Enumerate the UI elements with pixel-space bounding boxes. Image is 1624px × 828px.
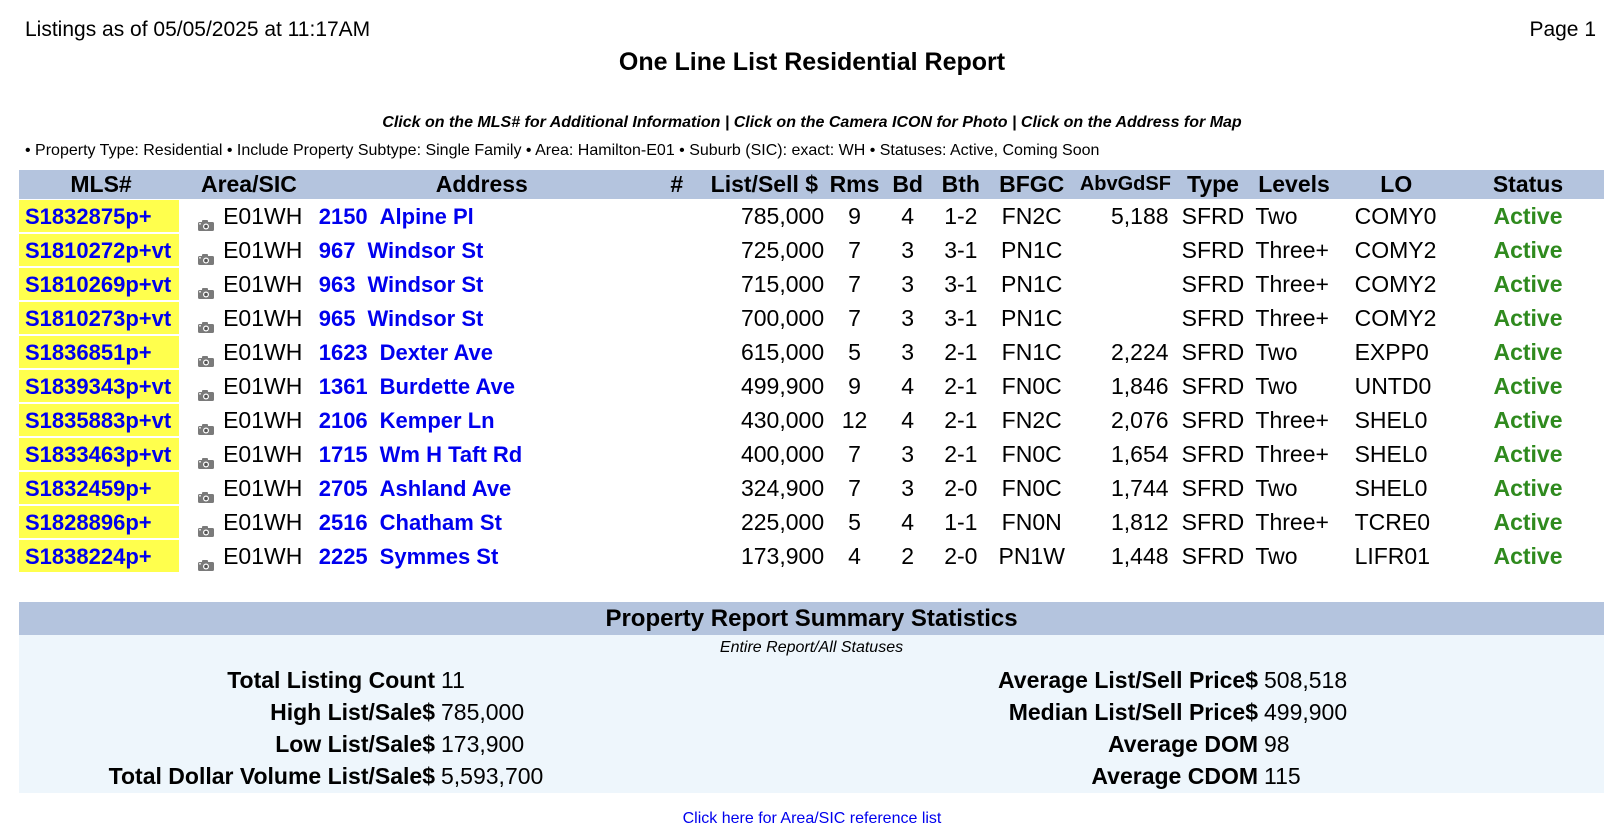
levels-cell: Two (1255, 542, 1298, 569)
mls-cell (19, 199, 183, 233)
address-link[interactable] (315, 374, 515, 399)
table-row (19, 301, 1604, 335)
beds-cell: 3 (901, 474, 915, 501)
camera-icon[interactable] (197, 347, 215, 360)
area-sic: E01WH (223, 270, 303, 297)
area-cell (183, 369, 315, 403)
unit-cell (649, 471, 705, 505)
rooms-cell: 5 (848, 508, 861, 535)
address-link[interactable] (315, 306, 484, 331)
table-row (19, 403, 1604, 437)
type-cell: SFRD (1181, 406, 1245, 433)
status-cell: Active (1493, 236, 1563, 263)
street-name: Windsor St (367, 237, 484, 263)
col-hash: # (649, 170, 705, 199)
address-cell (315, 199, 649, 233)
summary-statistics (19, 602, 1604, 793)
camera-icon[interactable] (197, 517, 215, 530)
price-cell: 400,000 (740, 440, 825, 467)
camera-icon[interactable] (197, 551, 215, 564)
address-link[interactable] (315, 510, 502, 535)
price-cell: 615,000 (740, 338, 825, 365)
area-sic: E01WH (223, 440, 303, 467)
levels-cell: Three+ (1255, 508, 1329, 535)
lo-cell: COMY2 (1354, 236, 1437, 263)
instructions: Click on the MLS# for Additional Information | Click on the Camera ICON for Photo | Click on the Address for Map (382, 114, 1242, 131)
mls-link[interactable]: S1835883p+vt (25, 408, 172, 433)
lo-cell: SHEL0 (1354, 406, 1428, 433)
baths-cell: 2-0 (944, 474, 978, 501)
price-cell: 430,000 (740, 406, 825, 433)
address-cell (315, 539, 649, 573)
levels-cell: Two (1255, 338, 1298, 365)
baths-cell: 2-0 (944, 542, 978, 569)
area-cell (183, 403, 315, 437)
table-row (19, 539, 1604, 573)
stat-average-list-sell-price: Average List/Sell Price$ 508,518 (998, 667, 1348, 693)
stat-total-listing-count: Total Listing Count 11 (227, 667, 465, 693)
street-name: Wm H Taft Rd (379, 441, 523, 467)
area-cell (183, 505, 315, 539)
area-sic: E01WH (223, 508, 303, 535)
area-sic: E01WH (223, 304, 303, 331)
lo-cell: TCRE0 (1354, 508, 1430, 535)
address-cell (315, 335, 649, 369)
abvgdsf-cell (1072, 301, 1178, 335)
unit-cell (649, 437, 705, 471)
lo-cell: LIFR01 (1354, 542, 1431, 569)
table-row (19, 267, 1604, 301)
summary-left-stats (19, 664, 543, 792)
baths-cell: 2-1 (944, 440, 978, 467)
levels-cell: Three+ (1255, 440, 1329, 467)
abvgdsf-cell: 1,744 (1110, 474, 1169, 501)
abvgdsf-cell: 1,654 (1110, 440, 1169, 467)
price-cell: 725,000 (740, 236, 825, 263)
area-cell (183, 233, 315, 267)
street-number: 2106 (318, 407, 368, 433)
street-number: 963 (318, 271, 356, 297)
price-cell: 785,000 (740, 202, 825, 229)
col-list-sell: List/Sell $ (705, 170, 825, 199)
rooms-cell: 12 (841, 406, 868, 433)
address-link[interactable] (315, 272, 484, 297)
type-cell: SFRD (1181, 304, 1245, 331)
bfgc-cell: FN2C (1001, 406, 1062, 433)
mls-link[interactable]: S1832875p+ (25, 204, 152, 229)
unit-cell (649, 301, 705, 335)
baths-cell: 2-1 (944, 338, 978, 365)
street-name: Windsor St (367, 271, 484, 297)
mls-link[interactable]: S1828896p+ (25, 510, 152, 535)
camera-icon[interactable] (197, 313, 215, 326)
address-cell (315, 403, 649, 437)
stat-average-dom: Average DOM 98 (1108, 731, 1290, 757)
status-cell: Active (1493, 440, 1563, 467)
abvgdsf-cell: 2,076 (1110, 406, 1169, 433)
stat-total-dollar-volume: Total Dollar Volume List/Sale$ 5,593,700 (108, 763, 544, 789)
stat-average-cdom: Average CDOM 115 (1091, 763, 1301, 789)
baths-cell: 2-1 (944, 406, 978, 433)
status-cell: Active (1493, 406, 1563, 433)
camera-icon[interactable] (197, 245, 215, 258)
area-cell (183, 335, 315, 369)
camera-icon[interactable] (197, 279, 215, 292)
street-number: 965 (318, 305, 356, 331)
col-status: Status (1452, 170, 1604, 199)
levels-cell: Two (1255, 474, 1298, 501)
mls-cell (19, 301, 183, 335)
rooms-cell: 7 (848, 440, 861, 467)
unit-cell (649, 233, 705, 267)
bfgc-cell: FN0N (1001, 508, 1062, 535)
beds-cell: 2 (901, 542, 915, 569)
lo-cell: COMY2 (1354, 270, 1437, 297)
street-name: Windsor St (367, 305, 484, 331)
levels-cell: Three+ (1255, 236, 1329, 263)
mls-link[interactable]: S1838224p+ (25, 544, 152, 569)
street-name: Dexter Ave (379, 339, 493, 365)
lo-cell: UNTD0 (1354, 372, 1432, 399)
table-row (19, 437, 1604, 471)
baths-cell: 1-1 (944, 508, 978, 535)
abvgdsf-cell: 1,812 (1110, 508, 1169, 535)
beds-cell: 3 (901, 440, 915, 467)
col-bth: Bth (930, 170, 991, 199)
levels-cell: Three+ (1255, 406, 1329, 433)
listings-table (19, 170, 1604, 573)
rooms-cell: 7 (848, 474, 861, 501)
abvgdsf-cell (1072, 233, 1178, 267)
listings-timestamp: Listings as of 05/05/2025 at 11:17AM (25, 18, 371, 41)
street-number: 2225 (318, 543, 368, 569)
status-cell: Active (1493, 270, 1563, 297)
street-number: 1361 (318, 373, 368, 399)
table-header-row (19, 170, 1604, 199)
bfgc-cell: PN1W (998, 542, 1065, 569)
address-link[interactable] (315, 204, 474, 229)
page-title: One Line List Residential Report (618, 48, 1006, 76)
baths-cell: 2-1 (944, 372, 978, 399)
type-cell: SFRD (1181, 542, 1245, 569)
table-row (19, 471, 1604, 505)
bfgc-cell: FN0C (1001, 372, 1062, 399)
search-criteria: • Property Type: Residential • Include Property Subtype: Single Family • Area: Hamilton-E01 • Suburb (SIC): exact: WH • Statuses: Active, Coming Soon (25, 142, 1100, 159)
camera-icon[interactable] (197, 381, 215, 394)
address-cell (315, 505, 649, 539)
street-name: Chatham St (379, 509, 502, 535)
type-cell: SFRD (1181, 236, 1245, 263)
price-cell: 225,000 (740, 508, 825, 535)
bfgc-cell: FN0C (1001, 474, 1062, 501)
beds-cell: 3 (901, 236, 915, 263)
type-cell: SFRD (1181, 474, 1245, 501)
mls-link[interactable]: S1836851p+ (25, 340, 152, 365)
lo-cell: EXPP0 (1354, 338, 1429, 365)
levels-cell: Two (1255, 202, 1298, 229)
area-sic: E01WH (223, 474, 303, 501)
type-cell: SFRD (1181, 508, 1245, 535)
camera-icon[interactable] (197, 483, 215, 496)
abvgdsf-cell: 5,188 (1110, 202, 1169, 229)
type-cell: SFRD (1181, 372, 1245, 399)
address-cell (315, 437, 649, 471)
rooms-cell: 9 (848, 372, 861, 399)
unit-cell (649, 369, 705, 403)
col-rms: Rms (824, 170, 885, 199)
mls-cell (19, 437, 183, 471)
mls-cell (19, 471, 183, 505)
table-row (19, 369, 1604, 403)
unit-cell (649, 505, 705, 539)
baths-cell: 3-1 (944, 236, 978, 263)
stat-median-list-sell-price: Median List/Sell Price$ 499,900 (1008, 699, 1348, 725)
table-row (19, 199, 1604, 233)
area-sic: E01WH (223, 406, 303, 433)
type-cell: SFRD (1181, 270, 1245, 297)
area-sic: E01WH (223, 338, 303, 365)
rooms-cell: 7 (848, 304, 861, 331)
col-area-sic: Area/SIC (183, 170, 315, 199)
type-cell: SFRD (1181, 338, 1245, 365)
mls-cell (19, 403, 183, 437)
address-link[interactable] (315, 238, 484, 263)
mls-link[interactable]: S1832459p+ (25, 476, 152, 501)
beds-cell: 3 (901, 338, 915, 365)
street-name: Ashland Ave (379, 475, 512, 501)
beds-cell: 4 (901, 202, 915, 229)
street-number: 2516 (318, 509, 368, 535)
bfgc-cell: FN2C (1001, 202, 1062, 229)
beds-cell: 3 (901, 270, 915, 297)
status-cell: Active (1493, 304, 1563, 331)
status-cell: Active (1493, 202, 1563, 229)
mls-cell (19, 267, 183, 301)
levels-cell: Three+ (1255, 270, 1329, 297)
address-link[interactable] (315, 544, 499, 569)
bfgc-cell: PN1C (1001, 304, 1063, 331)
rooms-cell: 7 (848, 236, 861, 263)
abvgdsf-cell: 1,448 (1110, 542, 1169, 569)
price-cell: 173,900 (740, 542, 825, 569)
camera-icon[interactable] (197, 449, 215, 462)
area-cell (183, 267, 315, 301)
address-link[interactable] (315, 340, 493, 365)
table-row (19, 505, 1604, 539)
mls-cell (19, 369, 183, 403)
mls-link[interactable]: S1833463p+vt (25, 442, 172, 467)
summary-subtitle: Entire Report/All Statuses (719, 639, 904, 656)
mls-cell (19, 335, 183, 369)
area-cell (183, 437, 315, 471)
rooms-cell: 5 (848, 338, 861, 365)
unit-cell (649, 539, 705, 573)
levels-cell: Two (1255, 372, 1298, 399)
area-sic: E01WH (223, 372, 303, 399)
col-abvgdsf: AbvGdSF (1072, 170, 1178, 199)
address-cell (315, 267, 649, 301)
stat-low-list-sale: Low List/Sale$ 173,900 (275, 731, 525, 757)
address-cell (315, 233, 649, 267)
status-cell: Active (1493, 474, 1563, 501)
unit-cell (649, 403, 705, 437)
summary-right-stats (779, 664, 1347, 792)
lo-cell: COMY2 (1354, 304, 1437, 331)
mls-cell (19, 539, 183, 573)
street-number: 2705 (318, 475, 368, 501)
rooms-cell: 7 (848, 270, 861, 297)
area-cell (183, 301, 315, 335)
street-number: 1623 (318, 339, 368, 365)
address-cell (315, 369, 649, 403)
status-cell: Active (1493, 508, 1563, 535)
col-levels: Levels (1247, 170, 1340, 199)
page-number: Page 1 (1529, 18, 1596, 41)
bfgc-cell: PN1C (1001, 270, 1063, 297)
address-link[interactable] (315, 476, 512, 501)
street-name: Kemper Ln (379, 407, 495, 433)
summary-title: Property Report Summary Statistics (19, 602, 1604, 635)
bfgc-cell: FN1C (1001, 338, 1062, 365)
area-cell (183, 199, 315, 233)
price-cell: 499,900 (740, 372, 825, 399)
beds-cell: 4 (901, 406, 915, 433)
bfgc-cell: FN0C (1001, 440, 1062, 467)
lo-cell: SHEL0 (1354, 440, 1428, 467)
mls-link[interactable]: S1810273p+vt (25, 306, 172, 331)
type-cell: SFRD (1181, 440, 1245, 467)
mls-link[interactable]: S1810272p+vt (25, 238, 172, 263)
bfgc-cell: PN1C (1001, 236, 1063, 263)
area-cell (183, 471, 315, 505)
status-cell: Active (1493, 372, 1563, 399)
address-cell (315, 471, 649, 505)
unit-cell (649, 335, 705, 369)
rooms-cell: 9 (848, 202, 861, 229)
abvgdsf-cell: 2,224 (1110, 338, 1169, 365)
baths-cell: 3-1 (944, 304, 978, 331)
mls-link[interactable]: S1839343p+vt (25, 374, 172, 399)
street-name: Alpine Pl (379, 203, 474, 229)
mls-cell (19, 233, 183, 267)
rooms-cell: 4 (848, 542, 861, 569)
street-name: Symmes St (379, 543, 499, 569)
mls-link[interactable]: S1810269p+vt (25, 272, 172, 297)
area-sic: E01WH (223, 202, 303, 229)
address-cell (315, 301, 649, 335)
baths-cell: 1-2 (944, 202, 978, 229)
camera-icon[interactable] (197, 211, 215, 224)
beds-cell: 4 (901, 508, 915, 535)
price-cell: 700,000 (740, 304, 825, 331)
col-bd: Bd (885, 170, 931, 199)
street-number: 967 (318, 237, 356, 263)
address-link[interactable] (315, 408, 495, 433)
col-bfgc: BFGC (991, 170, 1072, 199)
col-type: Type (1179, 170, 1248, 199)
abvgdsf-cell: 1,846 (1110, 372, 1169, 399)
area-sic-reference-link[interactable]: Click here for Area/SIC reference list (682, 810, 942, 827)
unit-cell (649, 199, 705, 233)
col-address: Address (315, 170, 649, 199)
street-number: 1715 (318, 441, 368, 467)
type-cell: SFRD (1181, 202, 1245, 229)
levels-cell: Three+ (1255, 304, 1329, 331)
camera-icon[interactable] (197, 415, 215, 428)
col-lo: LO (1341, 170, 1452, 199)
area-sic: E01WH (223, 236, 303, 263)
status-cell: Active (1493, 542, 1563, 569)
street-number: 2150 (318, 203, 368, 229)
area-cell (183, 539, 315, 573)
table-row (19, 233, 1604, 267)
street-name: Burdette Ave (379, 373, 515, 399)
status-cell: Active (1493, 338, 1563, 365)
abvgdsf-cell (1072, 267, 1178, 301)
baths-cell: 3-1 (944, 270, 978, 297)
price-cell: 715,000 (740, 270, 825, 297)
beds-cell: 4 (901, 372, 915, 399)
address-link[interactable] (315, 442, 523, 467)
col-mls: MLS# (19, 170, 183, 199)
stat-high-list-sale: High List/Sale$ 785,000 (270, 699, 525, 725)
unit-cell (649, 267, 705, 301)
price-cell: 324,900 (740, 474, 825, 501)
beds-cell: 3 (901, 304, 915, 331)
area-sic: E01WH (223, 542, 303, 569)
lo-cell: COMY0 (1354, 202, 1437, 229)
lo-cell: SHEL0 (1354, 474, 1428, 501)
mls-cell (19, 505, 183, 539)
table-row (19, 335, 1604, 369)
